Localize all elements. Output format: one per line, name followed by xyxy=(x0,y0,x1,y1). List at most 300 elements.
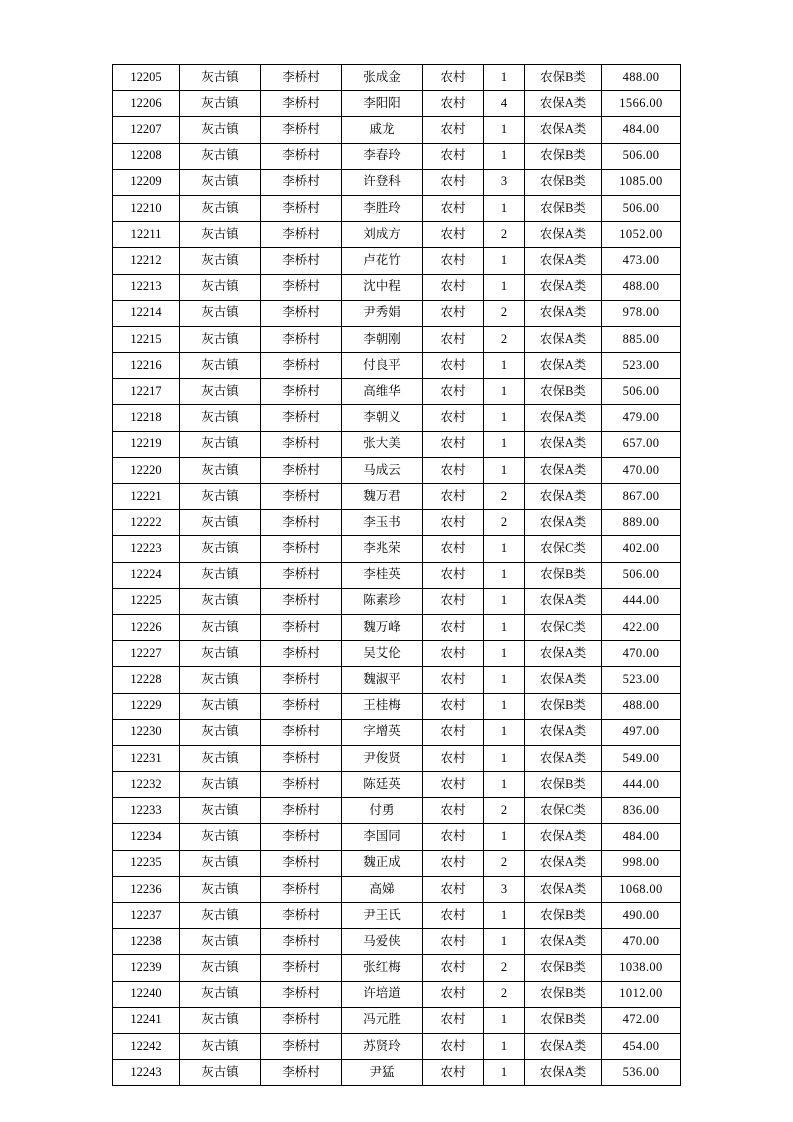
cell-class: 农保A类 xyxy=(525,300,602,326)
cell-id: 12216 xyxy=(113,353,180,379)
table-row xyxy=(113,981,681,1007)
cell-amount: 488.00 xyxy=(602,274,681,300)
cell-town: 灰古镇 xyxy=(180,824,261,850)
cell-type: 农村 xyxy=(423,431,484,457)
cell-count: 1 xyxy=(484,614,525,640)
cell-amount: 998.00 xyxy=(602,850,681,876)
cell-name: 付良平 xyxy=(342,353,423,379)
cell-class: 农保A类 xyxy=(525,850,602,876)
cell-class: 农保A类 xyxy=(525,457,602,483)
cell-village: 李桥村 xyxy=(261,850,342,876)
cell-id: 12237 xyxy=(113,903,180,929)
cell-town: 灰古镇 xyxy=(180,1007,261,1033)
cell-class: 农保B类 xyxy=(525,981,602,1007)
subsidy-table xyxy=(112,64,681,1086)
cell-class: 农保A类 xyxy=(525,745,602,771)
cell-amount: 885.00 xyxy=(602,326,681,352)
cell-count: 1 xyxy=(484,1060,525,1086)
cell-type: 农村 xyxy=(423,248,484,274)
cell-town: 灰古镇 xyxy=(180,876,261,902)
cell-village: 李桥村 xyxy=(261,510,342,536)
cell-amount: 497.00 xyxy=(602,719,681,745)
cell-amount: 470.00 xyxy=(602,457,681,483)
cell-town: 灰古镇 xyxy=(180,798,261,824)
cell-amount: 470.00 xyxy=(602,641,681,667)
cell-id: 12242 xyxy=(113,1033,180,1059)
cell-count: 1 xyxy=(484,824,525,850)
cell-town: 灰古镇 xyxy=(180,719,261,745)
cell-town: 灰古镇 xyxy=(180,850,261,876)
cell-village: 李桥村 xyxy=(261,457,342,483)
cell-name: 刘成方 xyxy=(342,222,423,248)
cell-type: 农村 xyxy=(423,903,484,929)
cell-village: 李桥村 xyxy=(261,798,342,824)
cell-amount: 1038.00 xyxy=(602,955,681,981)
table-row xyxy=(113,510,681,536)
cell-name: 张成金 xyxy=(342,65,423,91)
cell-town: 灰古镇 xyxy=(180,641,261,667)
cell-id: 12221 xyxy=(113,484,180,510)
cell-town: 灰古镇 xyxy=(180,248,261,274)
cell-name: 卢花竹 xyxy=(342,248,423,274)
cell-town: 灰古镇 xyxy=(180,91,261,117)
cell-count: 1 xyxy=(484,248,525,274)
cell-id: 12228 xyxy=(113,667,180,693)
cell-name: 李春玲 xyxy=(342,143,423,169)
cell-town: 灰古镇 xyxy=(180,745,261,771)
cell-name: 马爱侠 xyxy=(342,929,423,955)
table-row xyxy=(113,614,681,640)
table-row xyxy=(113,274,681,300)
cell-village: 李桥村 xyxy=(261,274,342,300)
cell-class: 农保A类 xyxy=(525,431,602,457)
cell-class: 农保A类 xyxy=(525,117,602,143)
cell-name: 许培道 xyxy=(342,981,423,1007)
cell-class: 农保B类 xyxy=(525,772,602,798)
table-row xyxy=(113,222,681,248)
cell-village: 李桥村 xyxy=(261,143,342,169)
cell-class: 农保C类 xyxy=(525,798,602,824)
cell-id: 12226 xyxy=(113,614,180,640)
cell-type: 农村 xyxy=(423,850,484,876)
cell-type: 农村 xyxy=(423,91,484,117)
cell-name: 字增英 xyxy=(342,719,423,745)
cell-type: 农村 xyxy=(423,353,484,379)
cell-amount: 488.00 xyxy=(602,693,681,719)
table-row xyxy=(113,65,681,91)
cell-type: 农村 xyxy=(423,562,484,588)
cell-count: 1 xyxy=(484,457,525,483)
cell-amount: 479.00 xyxy=(602,405,681,431)
table-row xyxy=(113,562,681,588)
cell-town: 灰古镇 xyxy=(180,379,261,405)
cell-id: 12210 xyxy=(113,195,180,221)
cell-amount: 488.00 xyxy=(602,65,681,91)
cell-class: 农保B类 xyxy=(525,143,602,169)
cell-amount: 549.00 xyxy=(602,745,681,771)
cell-amount: 506.00 xyxy=(602,143,681,169)
cell-amount: 506.00 xyxy=(602,195,681,221)
cell-class: 农保A类 xyxy=(525,274,602,300)
cell-amount: 657.00 xyxy=(602,431,681,457)
cell-type: 农村 xyxy=(423,824,484,850)
cell-count: 1 xyxy=(484,274,525,300)
cell-class: 农保B类 xyxy=(525,903,602,929)
cell-type: 农村 xyxy=(423,379,484,405)
cell-class: 农保B类 xyxy=(525,169,602,195)
table-row xyxy=(113,929,681,955)
cell-count: 2 xyxy=(484,326,525,352)
cell-village: 李桥村 xyxy=(261,222,342,248)
cell-village: 李桥村 xyxy=(261,169,342,195)
cell-amount: 523.00 xyxy=(602,353,681,379)
cell-name: 许登科 xyxy=(342,169,423,195)
cell-type: 农村 xyxy=(423,1060,484,1086)
cell-count: 1 xyxy=(484,431,525,457)
cell-class: 农保A类 xyxy=(525,824,602,850)
cell-village: 李桥村 xyxy=(261,536,342,562)
cell-type: 农村 xyxy=(423,772,484,798)
cell-type: 农村 xyxy=(423,693,484,719)
cell-town: 灰古镇 xyxy=(180,903,261,929)
cell-town: 灰古镇 xyxy=(180,431,261,457)
cell-town: 灰古镇 xyxy=(180,405,261,431)
cell-class: 农保B类 xyxy=(525,955,602,981)
cell-amount: 1068.00 xyxy=(602,876,681,902)
cell-town: 灰古镇 xyxy=(180,693,261,719)
cell-village: 李桥村 xyxy=(261,641,342,667)
cell-name: 冯元胜 xyxy=(342,1007,423,1033)
table-row xyxy=(113,641,681,667)
cell-amount: 836.00 xyxy=(602,798,681,824)
cell-town: 灰古镇 xyxy=(180,300,261,326)
cell-id: 12206 xyxy=(113,91,180,117)
cell-type: 农村 xyxy=(423,195,484,221)
cell-id: 12220 xyxy=(113,457,180,483)
cell-class: 农保B类 xyxy=(525,562,602,588)
cell-amount: 1012.00 xyxy=(602,981,681,1007)
cell-village: 李桥村 xyxy=(261,929,342,955)
table-row xyxy=(113,1007,681,1033)
cell-village: 李桥村 xyxy=(261,431,342,457)
cell-class: 农保A类 xyxy=(525,353,602,379)
cell-village: 李桥村 xyxy=(261,562,342,588)
cell-amount: 490.00 xyxy=(602,903,681,929)
cell-amount: 454.00 xyxy=(602,1033,681,1059)
cell-village: 李桥村 xyxy=(261,1060,342,1086)
table-row xyxy=(113,876,681,902)
cell-name: 李阳阳 xyxy=(342,91,423,117)
table-row xyxy=(113,326,681,352)
cell-class: 农保A类 xyxy=(525,510,602,536)
cell-town: 灰古镇 xyxy=(180,117,261,143)
cell-name: 张红梅 xyxy=(342,955,423,981)
cell-type: 农村 xyxy=(423,274,484,300)
cell-count: 1 xyxy=(484,929,525,955)
cell-town: 灰古镇 xyxy=(180,1033,261,1059)
cell-type: 农村 xyxy=(423,405,484,431)
cell-count: 1 xyxy=(484,719,525,745)
cell-town: 灰古镇 xyxy=(180,326,261,352)
cell-village: 李桥村 xyxy=(261,772,342,798)
cell-count: 2 xyxy=(484,510,525,536)
cell-count: 2 xyxy=(484,300,525,326)
cell-name: 李桂英 xyxy=(342,562,423,588)
cell-name: 魏万峰 xyxy=(342,614,423,640)
cell-amount: 1085.00 xyxy=(602,169,681,195)
cell-class: 农保B类 xyxy=(525,693,602,719)
cell-count: 1 xyxy=(484,353,525,379)
cell-amount: 484.00 xyxy=(602,824,681,850)
cell-village: 李桥村 xyxy=(261,484,342,510)
cell-class: 农保A类 xyxy=(525,222,602,248)
cell-class: 农保C类 xyxy=(525,536,602,562)
cell-village: 李桥村 xyxy=(261,326,342,352)
cell-count: 2 xyxy=(484,850,525,876)
cell-amount: 444.00 xyxy=(602,772,681,798)
cell-name: 魏万君 xyxy=(342,484,423,510)
cell-name: 陈廷英 xyxy=(342,772,423,798)
table-row xyxy=(113,667,681,693)
cell-amount: 422.00 xyxy=(602,614,681,640)
cell-town: 灰古镇 xyxy=(180,195,261,221)
cell-name: 尹猛 xyxy=(342,1060,423,1086)
cell-id: 12231 xyxy=(113,745,180,771)
cell-name: 吴艾伦 xyxy=(342,641,423,667)
cell-name: 李胜玲 xyxy=(342,195,423,221)
cell-id: 12234 xyxy=(113,824,180,850)
cell-type: 农村 xyxy=(423,929,484,955)
cell-village: 李桥村 xyxy=(261,195,342,221)
cell-town: 灰古镇 xyxy=(180,588,261,614)
cell-village: 李桥村 xyxy=(261,824,342,850)
cell-name: 付勇 xyxy=(342,798,423,824)
cell-village: 李桥村 xyxy=(261,353,342,379)
table-row xyxy=(113,693,681,719)
cell-name: 魏淑平 xyxy=(342,667,423,693)
cell-id: 12212 xyxy=(113,248,180,274)
cell-type: 农村 xyxy=(423,117,484,143)
cell-name: 马成云 xyxy=(342,457,423,483)
cell-type: 农村 xyxy=(423,1033,484,1059)
cell-id: 12238 xyxy=(113,929,180,955)
cell-count: 2 xyxy=(484,484,525,510)
cell-amount: 978.00 xyxy=(602,300,681,326)
cell-count: 1 xyxy=(484,1033,525,1059)
cell-type: 农村 xyxy=(423,745,484,771)
cell-village: 李桥村 xyxy=(261,588,342,614)
cell-id: 12233 xyxy=(113,798,180,824)
cell-id: 12243 xyxy=(113,1060,180,1086)
cell-class: 农保A类 xyxy=(525,326,602,352)
table-row xyxy=(113,484,681,510)
cell-type: 农村 xyxy=(423,1007,484,1033)
table-row xyxy=(113,798,681,824)
cell-class: 农保A类 xyxy=(525,719,602,745)
cell-name: 尹王氏 xyxy=(342,903,423,929)
cell-village: 李桥村 xyxy=(261,745,342,771)
cell-type: 农村 xyxy=(423,222,484,248)
cell-class: 农保B类 xyxy=(525,1007,602,1033)
table-row xyxy=(113,143,681,169)
cell-amount: 536.00 xyxy=(602,1060,681,1086)
cell-id: 12230 xyxy=(113,719,180,745)
table-row xyxy=(113,719,681,745)
cell-village: 李桥村 xyxy=(261,379,342,405)
cell-town: 灰古镇 xyxy=(180,169,261,195)
cell-count: 1 xyxy=(484,667,525,693)
cell-id: 12208 xyxy=(113,143,180,169)
cell-name: 高维华 xyxy=(342,379,423,405)
cell-town: 灰古镇 xyxy=(180,65,261,91)
table-row xyxy=(113,536,681,562)
cell-count: 1 xyxy=(484,405,525,431)
cell-town: 灰古镇 xyxy=(180,955,261,981)
cell-amount: 506.00 xyxy=(602,379,681,405)
cell-name: 魏正成 xyxy=(342,850,423,876)
cell-name: 张大美 xyxy=(342,431,423,457)
cell-count: 3 xyxy=(484,169,525,195)
cell-type: 农村 xyxy=(423,65,484,91)
cell-village: 李桥村 xyxy=(261,117,342,143)
table-row xyxy=(113,405,681,431)
cell-id: 12217 xyxy=(113,379,180,405)
cell-count: 1 xyxy=(484,562,525,588)
cell-amount: 444.00 xyxy=(602,588,681,614)
cell-count: 1 xyxy=(484,536,525,562)
cell-town: 灰古镇 xyxy=(180,562,261,588)
cell-type: 农村 xyxy=(423,955,484,981)
cell-count: 2 xyxy=(484,981,525,1007)
cell-name: 陈素珍 xyxy=(342,588,423,614)
cell-name: 李国同 xyxy=(342,824,423,850)
cell-amount: 1052.00 xyxy=(602,222,681,248)
cell-village: 李桥村 xyxy=(261,405,342,431)
table-row xyxy=(113,248,681,274)
cell-class: 农保C类 xyxy=(525,614,602,640)
cell-id: 12215 xyxy=(113,326,180,352)
cell-type: 农村 xyxy=(423,667,484,693)
cell-id: 12218 xyxy=(113,405,180,431)
cell-village: 李桥村 xyxy=(261,667,342,693)
cell-type: 农村 xyxy=(423,300,484,326)
cell-type: 农村 xyxy=(423,798,484,824)
table-row xyxy=(113,169,681,195)
cell-count: 1 xyxy=(484,143,525,169)
cell-town: 灰古镇 xyxy=(180,929,261,955)
cell-name: 苏贤玲 xyxy=(342,1033,423,1059)
cell-class: 农保B类 xyxy=(525,379,602,405)
table-row xyxy=(113,824,681,850)
cell-town: 灰古镇 xyxy=(180,510,261,536)
cell-amount: 1566.00 xyxy=(602,91,681,117)
cell-id: 12223 xyxy=(113,536,180,562)
cell-village: 李桥村 xyxy=(261,693,342,719)
cell-town: 灰古镇 xyxy=(180,1060,261,1086)
cell-amount: 867.00 xyxy=(602,484,681,510)
table-row xyxy=(113,850,681,876)
table-row xyxy=(113,300,681,326)
cell-type: 农村 xyxy=(423,981,484,1007)
cell-amount: 470.00 xyxy=(602,929,681,955)
cell-id: 12222 xyxy=(113,510,180,536)
cell-id: 12232 xyxy=(113,772,180,798)
cell-name: 王桂梅 xyxy=(342,693,423,719)
cell-class: 农保A类 xyxy=(525,484,602,510)
cell-count: 1 xyxy=(484,379,525,405)
cell-count: 1 xyxy=(484,772,525,798)
cell-type: 农村 xyxy=(423,326,484,352)
cell-type: 农村 xyxy=(423,536,484,562)
cell-town: 灰古镇 xyxy=(180,484,261,510)
table-row xyxy=(113,903,681,929)
cell-class: 农保A类 xyxy=(525,248,602,274)
cell-village: 李桥村 xyxy=(261,955,342,981)
cell-amount: 473.00 xyxy=(602,248,681,274)
cell-class: 农保A类 xyxy=(525,667,602,693)
table-body xyxy=(113,65,681,1086)
cell-class: 农保A类 xyxy=(525,1033,602,1059)
cell-class: 农保B类 xyxy=(525,195,602,221)
cell-name: 沈中程 xyxy=(342,274,423,300)
cell-name: 李朝义 xyxy=(342,405,423,431)
table-row xyxy=(113,588,681,614)
cell-village: 李桥村 xyxy=(261,876,342,902)
cell-id: 12205 xyxy=(113,65,180,91)
cell-town: 灰古镇 xyxy=(180,667,261,693)
cell-name: 李玉书 xyxy=(342,510,423,536)
cell-village: 李桥村 xyxy=(261,91,342,117)
cell-name: 李朝刚 xyxy=(342,326,423,352)
cell-amount: 402.00 xyxy=(602,536,681,562)
cell-type: 农村 xyxy=(423,484,484,510)
cell-village: 李桥村 xyxy=(261,65,342,91)
cell-class: 农保A类 xyxy=(525,405,602,431)
cell-name: 李兆荣 xyxy=(342,536,423,562)
cell-class: 农保A类 xyxy=(525,91,602,117)
cell-class: 农保A类 xyxy=(525,641,602,667)
cell-count: 1 xyxy=(484,65,525,91)
cell-id: 12224 xyxy=(113,562,180,588)
cell-type: 农村 xyxy=(423,614,484,640)
cell-town: 灰古镇 xyxy=(180,457,261,483)
cell-village: 李桥村 xyxy=(261,719,342,745)
cell-town: 灰古镇 xyxy=(180,772,261,798)
cell-type: 农村 xyxy=(423,876,484,902)
cell-class: 农保A类 xyxy=(525,876,602,902)
cell-town: 灰古镇 xyxy=(180,614,261,640)
cell-count: 2 xyxy=(484,955,525,981)
cell-count: 2 xyxy=(484,798,525,824)
cell-class: 农保A类 xyxy=(525,929,602,955)
cell-id: 12214 xyxy=(113,300,180,326)
cell-town: 灰古镇 xyxy=(180,143,261,169)
cell-village: 李桥村 xyxy=(261,1007,342,1033)
cell-name: 高娣 xyxy=(342,876,423,902)
cell-id: 12236 xyxy=(113,876,180,902)
table-row xyxy=(113,457,681,483)
cell-type: 农村 xyxy=(423,719,484,745)
cell-count: 1 xyxy=(484,588,525,614)
cell-id: 12225 xyxy=(113,588,180,614)
cell-count: 1 xyxy=(484,693,525,719)
cell-count: 3 xyxy=(484,876,525,902)
cell-village: 李桥村 xyxy=(261,300,342,326)
table-row xyxy=(113,1033,681,1059)
cell-count: 1 xyxy=(484,1007,525,1033)
cell-amount: 889.00 xyxy=(602,510,681,536)
table-row xyxy=(113,431,681,457)
